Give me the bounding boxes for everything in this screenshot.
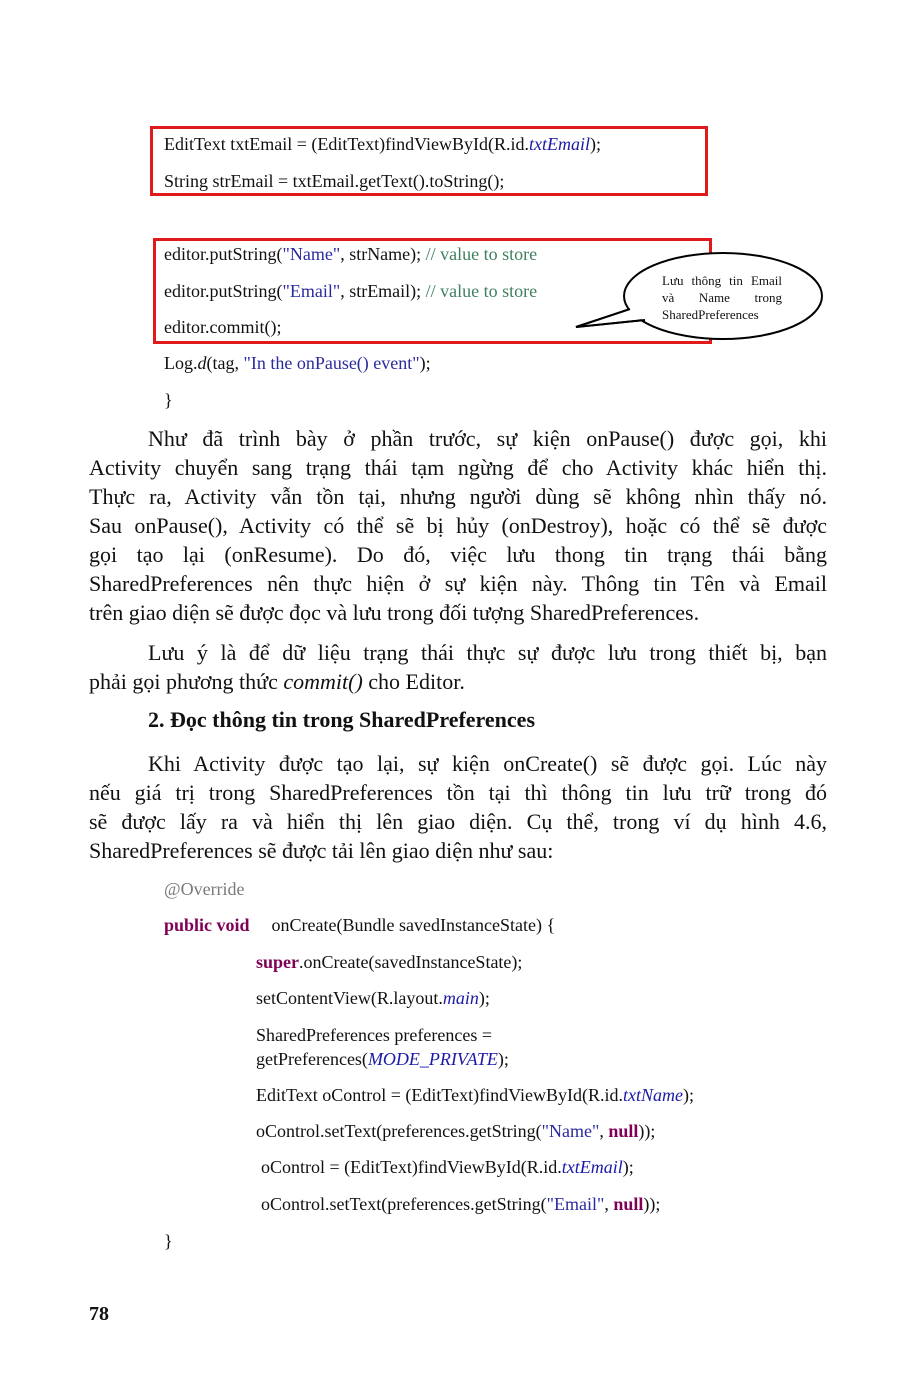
code-text: )); <box>643 1194 661 1214</box>
code-keyword: null <box>613 1194 644 1214</box>
callout-line: SharedPreferences <box>662 307 759 322</box>
code-line: editor.commit(); <box>164 317 282 337</box>
code-text: setContentView(R.layout. <box>256 988 443 1008</box>
code-text: oControl.setText(preferences.getString( <box>261 1194 547 1214</box>
callout-line: và Name trong <box>662 290 782 305</box>
code-keyword: public void <box>164 915 250 935</box>
code-keyword: super <box>256 952 300 972</box>
code-text: editor.putString( <box>164 281 283 301</box>
code-text: oControl = (EditText)findViewById(R.id. <box>261 1157 562 1177</box>
code-line <box>256 951 522 973</box>
code-text: , <box>604 1194 614 1214</box>
code-text: ); <box>683 1085 694 1105</box>
code-text: )); <box>638 1121 656 1141</box>
code-comment: // value to store <box>425 281 538 301</box>
code-text: oControl.setText(preferences.getString( <box>256 1121 542 1141</box>
paragraph-text: cho Editor. <box>362 669 465 694</box>
paragraph-line: Khi Activity được tạo lại, sự kiện onCreate() sẽ được gọi. Lúc này <box>148 751 827 776</box>
code-field: txtName <box>623 1085 683 1105</box>
code-line <box>256 1084 694 1106</box>
code-string: "Name" <box>282 244 341 264</box>
section-heading: 2. Đọc thông tin trong SharedPreferences <box>148 707 536 732</box>
code-comment: // value to store <box>425 244 538 264</box>
code-string: "In the onPause() event" <box>243 353 420 373</box>
paragraph-line: gọi tạo lại (onResume). Do đó, việc lưu thong tin trạng thái bằng <box>89 542 827 567</box>
code-text: .onCreate(savedInstanceState); <box>299 952 523 972</box>
body-paragraph <box>89 638 827 696</box>
code-string: "Email" <box>282 281 341 301</box>
code-line <box>261 1193 660 1215</box>
code-line <box>164 133 601 155</box>
code-line <box>164 914 555 936</box>
code-line: } <box>164 1231 173 1251</box>
code-text: ); <box>478 988 490 1008</box>
code-line <box>164 243 537 265</box>
paragraph-line: Thực ra, Activity vẫn tồn tại, nhưng người dùng sẽ không nhìn thấy nó. <box>89 484 827 509</box>
code-field: main <box>442 988 479 1008</box>
code-text: onCreate(Bundle savedInstanceState) { <box>271 915 556 935</box>
code-text: ); <box>419 353 431 373</box>
code-line <box>164 280 537 302</box>
paragraph-line: Như đã trình bày ở phần trước, sự kiện onPause() được gọi, khi <box>148 426 827 451</box>
code-line <box>164 352 431 374</box>
paragraph-line: SharedPreferences nên thực hiện ở sự kiện này. Thông tin Tên và Email <box>89 571 827 596</box>
code-text: editor.putString( <box>164 244 283 264</box>
code-keyword: null <box>608 1121 639 1141</box>
code-text: , <box>599 1121 609 1141</box>
code-string: "Email" <box>546 1194 605 1214</box>
code-field: MODE_PRIVATE <box>367 1049 498 1069</box>
code-text: ); <box>497 1049 509 1069</box>
code-line <box>256 1120 655 1142</box>
code-text: (tag, <box>206 353 244 373</box>
paragraph-line <box>89 667 827 696</box>
callout-text <box>662 272 782 323</box>
code-line <box>256 1048 509 1070</box>
code-text: Log. <box>164 353 198 373</box>
code-text: getPreferences( <box>256 1049 368 1069</box>
page-number: 78 <box>89 1303 109 1325</box>
code-field: txtEmail <box>561 1157 623 1177</box>
code-string: "Name" <box>541 1121 600 1141</box>
code-line: String strEmail = txtEmail.getText().toString(); <box>164 171 505 191</box>
code-method: d <box>197 353 207 373</box>
inline-code: commit() <box>283 669 363 694</box>
paragraph-line: Activity chuyển sang trạng thái tạm ngừng để cho Activity khác hiển thị. <box>89 455 827 480</box>
paragraph-line: trên giao diện sẽ được đọc và lưu trong đối tượng SharedPreferences. <box>89 600 700 625</box>
code-text: EditText oControl = (EditText)findViewById(R.id. <box>256 1085 623 1105</box>
code-text: ); <box>589 134 601 154</box>
body-paragraph <box>89 749 827 865</box>
paragraph-line: nếu giá trị trong SharedPreferences tồn tại thì thông tin lưu trữ trong đó <box>89 780 827 805</box>
code-line <box>261 1156 634 1178</box>
paragraph-line: sẽ được lấy ra và hiển thị lên giao diện. Cụ thể, trong ví dụ hình 4.6, <box>89 809 827 834</box>
code-text: , strName); <box>340 244 426 264</box>
code-line <box>256 987 490 1009</box>
code-field: txtEmail <box>528 134 590 154</box>
code-line: } <box>164 390 173 410</box>
paragraph-line: SharedPreferences sẽ được tải lên giao diện như sau: <box>89 838 554 863</box>
code-line: SharedPreferences preferences = <box>256 1025 493 1045</box>
paragraph-text: phải gọi phương thức <box>89 669 284 694</box>
paragraph-line: Lưu ý là để dữ liệu trạng thái thực sự được lưu trong thiết bị, bạn <box>148 640 827 665</box>
body-paragraph <box>89 424 827 627</box>
code-annotation: @Override <box>164 879 245 899</box>
callout-line: Lưu thông tin Email <box>662 273 782 288</box>
code-text: ); <box>622 1157 634 1177</box>
code-text: EditText txtEmail = (EditText)findViewById(R.id. <box>164 134 529 154</box>
code-text: , strEmail); <box>340 281 426 301</box>
paragraph-line: Sau onPause(), Activity có thể sẽ bị hủy (onDestroy), hoặc có thể sẽ được <box>89 513 827 538</box>
